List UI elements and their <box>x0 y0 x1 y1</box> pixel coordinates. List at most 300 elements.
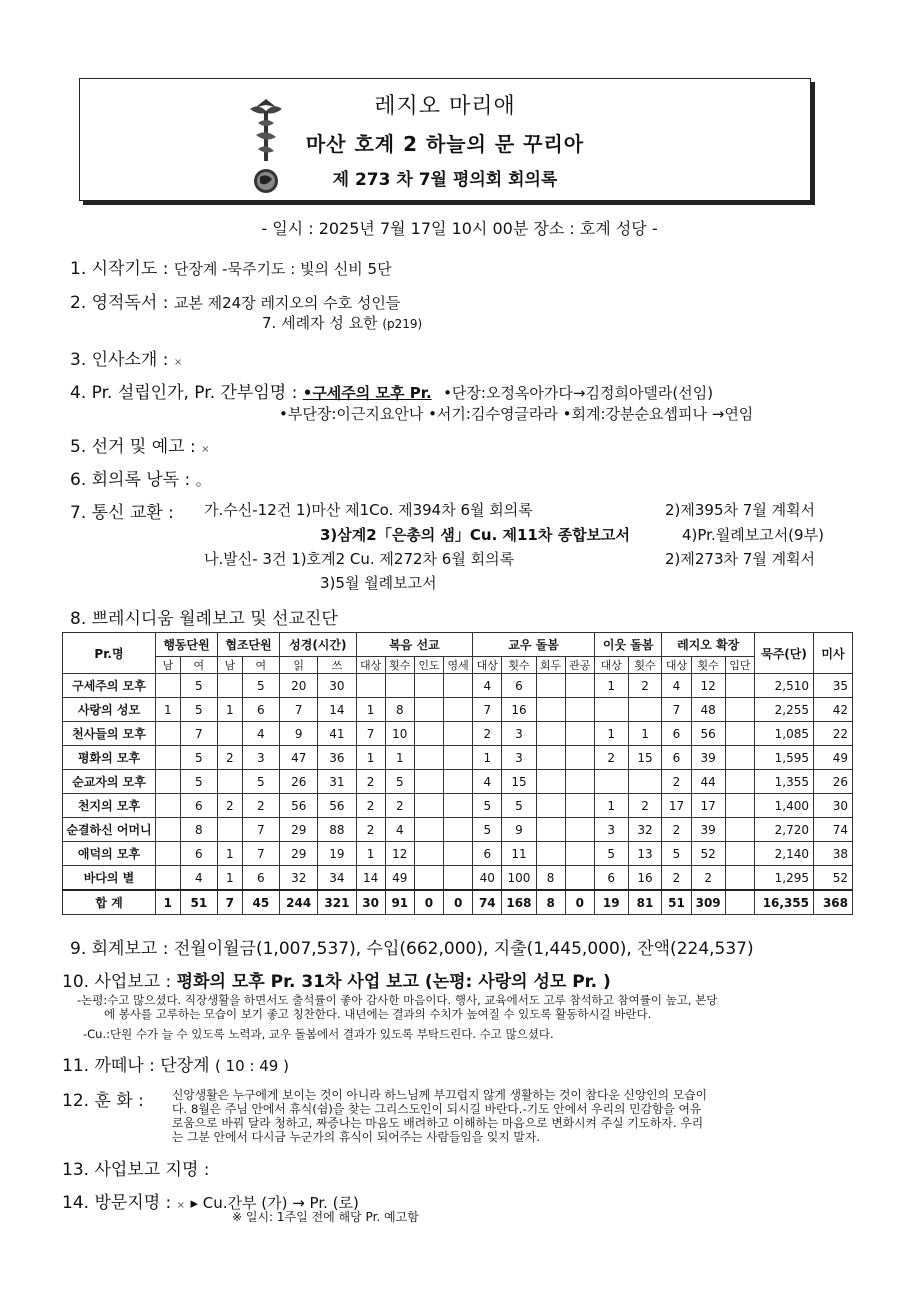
item-14-label: 14. 방문지명 : <box>62 1193 172 1213</box>
item-7 <box>70 498 174 523</box>
item-5-label: 5. 선거 및 예고 : <box>70 437 196 457</box>
item-3 <box>70 345 182 370</box>
cell <box>156 842 181 866</box>
cell: 49 <box>814 746 853 770</box>
table-row <box>63 818 853 842</box>
cell: 74 <box>473 890 502 915</box>
item-11-label: 11. 까떼나 : <box>62 1056 155 1076</box>
cell: 7 <box>662 698 691 722</box>
cell <box>444 818 473 842</box>
item-10-note2: 에 봉사를 고루하는 모습이 보기 좋고 칭찬한다. 내년에는 결과의 수치가 높여질 수 있도록 활동하시길 바란다. <box>104 1007 652 1021</box>
cell: 5 <box>180 674 217 698</box>
item-2-sub <box>262 312 422 333</box>
item-2-text2: 7. 세례자 성 요한 <box>262 314 378 332</box>
cell: 14 <box>356 866 385 891</box>
cell <box>414 722 443 746</box>
cell: 41 <box>318 722 356 746</box>
cell <box>725 818 754 842</box>
cell: 1 <box>356 842 385 866</box>
cell <box>218 770 243 794</box>
cell: 4 <box>385 818 414 842</box>
cell <box>444 770 473 794</box>
cell <box>218 722 243 746</box>
item-10-label: 10. 사업보고 : <box>62 972 172 992</box>
item-9 <box>70 934 754 959</box>
cell: 7 <box>218 890 243 915</box>
cell: 6 <box>180 794 217 818</box>
item-11-text: 단장계 <box>160 1056 210 1076</box>
cell: 15 <box>502 770 536 794</box>
cell: 3 <box>594 818 628 842</box>
cell: 51 <box>662 890 691 915</box>
th-bible: 성경(시간) <box>280 633 356 657</box>
item-6-label: 6. 회의록 낭독 : <box>70 470 191 490</box>
cell <box>444 674 473 698</box>
cell-pr-name: 합 계 <box>63 890 156 915</box>
item-12-note3: 로움으로 바꿔 달라 청하고, 짜증나는 마음도 배려하고 이해하는 마음으로 변화시켜 주실 기도하자. 우리 <box>172 1116 704 1130</box>
cell <box>628 770 662 794</box>
cell: 3 <box>242 746 279 770</box>
cell: 6 <box>594 866 628 891</box>
cell: 56 <box>691 722 725 746</box>
cell: 40 <box>473 866 502 891</box>
th-sub-1: 여 <box>180 657 217 674</box>
cell-pr-name: 사랑의 성모 <box>63 698 156 722</box>
cell <box>536 842 565 866</box>
cell: 6 <box>180 842 217 866</box>
table-row <box>63 698 853 722</box>
th-sub-7: 횟수 <box>385 657 414 674</box>
th-evangelization: 복음 선교 <box>356 633 473 657</box>
cell: 16 <box>502 698 536 722</box>
cell: 0 <box>444 890 473 915</box>
cell: 6 <box>242 866 279 891</box>
cell <box>218 674 243 698</box>
item-7-a1: 가.수신-12건 1)마산 제1Co. 제394차 6월 회의록 <box>204 501 533 519</box>
item-3-mark: × <box>173 357 183 368</box>
cell-pr-name: 평화의 모후 <box>63 746 156 770</box>
cell: 74 <box>814 818 853 842</box>
th-sub-0: 남 <box>156 657 181 674</box>
cell: 1,085 <box>755 722 814 746</box>
cell <box>725 866 754 891</box>
item-14-text: ▸ Cu.간부 (가) → Pr. (로) <box>190 1194 359 1212</box>
cell-pr-name: 바다의 별 <box>63 866 156 891</box>
cell: 2 <box>628 674 662 698</box>
cell <box>565 674 594 698</box>
cell: 1 <box>218 842 243 866</box>
cell-pr-name: 순교자의 모후 <box>63 770 156 794</box>
cell: 2 <box>356 818 385 842</box>
cell: 1 <box>356 698 385 722</box>
th-sub-4: 읽 <box>280 657 318 674</box>
item-12-note2: 다. 8월은 주님 안에서 휴식(쉼)을 찾는 그리스도인이 되시길 바란다.-기도 안에서 우리의 민감함을 여유 <box>172 1102 702 1116</box>
table-row <box>63 794 853 818</box>
item-12-label: 12. 훈 화 : <box>62 1091 144 1111</box>
cell-pr-name: 순결하신 어머니 <box>63 818 156 842</box>
th-pr-name: Pr.명 <box>63 633 156 674</box>
cell: 2,720 <box>755 818 814 842</box>
cell: 1,595 <box>755 746 814 770</box>
cell: 26 <box>814 770 853 794</box>
cell <box>536 674 565 698</box>
th-active: 행동단원 <box>156 633 218 657</box>
cell: 1 <box>218 698 243 722</box>
cell <box>725 842 754 866</box>
item-2-label: 2. 영적독서 : <box>70 293 169 313</box>
cell: 30 <box>814 794 853 818</box>
cell: 2 <box>662 770 691 794</box>
th-sub-15: 횟수 <box>628 657 662 674</box>
item-12-note1: 신앙생활은 누구에게 보이는 것이 아니라 하느님께 부끄럽지 않게 생활하는 것이 참다운 신앙인의 모습이 <box>172 1088 708 1102</box>
cell: 88 <box>318 818 356 842</box>
cell: 3 <box>502 722 536 746</box>
cell: 10 <box>385 722 414 746</box>
cell: 14 <box>318 698 356 722</box>
th-rosary: 묵주(단) <box>755 633 814 674</box>
cell <box>594 698 628 722</box>
cell: 2 <box>662 866 691 891</box>
item-7-b1: 나.발신- 3건 1)호계2 Cu. 제272차 6월 회의록 <box>204 550 515 568</box>
cell: 47 <box>280 746 318 770</box>
item-10 <box>62 967 611 992</box>
cell: 2,510 <box>755 674 814 698</box>
cell: 368 <box>814 890 853 915</box>
cell-pr-name: 천지의 모후 <box>63 794 156 818</box>
cell: 1 <box>156 698 181 722</box>
th-sub-5: 쓰 <box>318 657 356 674</box>
cell: 16,355 <box>755 890 814 915</box>
cell: 8 <box>536 866 565 891</box>
cell: 26 <box>280 770 318 794</box>
cell: 100 <box>502 866 536 891</box>
cell <box>156 722 181 746</box>
cell: 2 <box>218 746 243 770</box>
cell-pr-name: 애덕의 모후 <box>63 842 156 866</box>
cell: 29 <box>280 818 318 842</box>
item-1 <box>70 254 392 279</box>
item-6 <box>70 465 211 490</box>
cell <box>414 842 443 866</box>
cell: 39 <box>691 818 725 842</box>
cell <box>725 698 754 722</box>
cell: 29 <box>280 842 318 866</box>
cell: 8 <box>385 698 414 722</box>
cell <box>444 722 473 746</box>
th-sub-11: 횟수 <box>502 657 536 674</box>
th-sub-12: 회두 <box>536 657 565 674</box>
cell: 0 <box>414 890 443 915</box>
cell: 13 <box>628 842 662 866</box>
cell: 2 <box>662 818 691 842</box>
item-2 <box>70 288 400 313</box>
cell: 42 <box>814 698 853 722</box>
cell: 9 <box>280 722 318 746</box>
th-sub-2: 남 <box>218 657 243 674</box>
cell: 51 <box>180 890 217 915</box>
cell: 16 <box>628 866 662 891</box>
cell: 5 <box>502 794 536 818</box>
cell: 3 <box>502 746 536 770</box>
cell <box>156 818 181 842</box>
cell <box>414 866 443 891</box>
cell-pr-name: 구세주의 모후 <box>63 674 156 698</box>
cell: 0 <box>565 890 594 915</box>
cell: 17 <box>691 794 725 818</box>
cell: 6 <box>242 698 279 722</box>
cell: 6 <box>473 842 502 866</box>
cell <box>565 866 594 891</box>
item-8-label: 8. 쁘레시디움 월례보고 및 선교진단 <box>70 609 338 629</box>
cell: 52 <box>814 866 853 891</box>
cell: 49 <box>385 866 414 891</box>
cell: 7 <box>356 722 385 746</box>
cell <box>536 746 565 770</box>
cell: 19 <box>594 890 628 915</box>
item-13-label: 13. 사업보고 지명 : <box>62 1160 210 1180</box>
item-6-text: 。 <box>195 471 211 489</box>
item-7-a3: 3)삼계2「은총의 샘」Cu. 제11차 종합보고서 <box>320 526 631 544</box>
cell: 5 <box>242 770 279 794</box>
th-sub-18: 입단 <box>725 657 754 674</box>
item-3-label: 3. 인사소개 : <box>70 350 169 370</box>
cell <box>444 746 473 770</box>
cell <box>725 890 754 915</box>
item-11-time: ( 10 : 49 ) <box>214 1057 289 1075</box>
cell <box>414 674 443 698</box>
cell: 7 <box>280 698 318 722</box>
cell: 5 <box>594 842 628 866</box>
cell: 6 <box>662 722 691 746</box>
table-row <box>63 842 853 866</box>
cell <box>385 674 414 698</box>
cell: 1,295 <box>755 866 814 891</box>
cell: 6 <box>502 674 536 698</box>
item-10-note3: -Cu.:단원 수가 늘 수 있도록 노력과, 교우 돌봄에서 결과가 있도록 부탁드린다. 수고 많으셨다. <box>83 1027 554 1041</box>
cell: 12 <box>691 674 725 698</box>
item-4-highlight: •구세주의 모후 Pr. <box>302 384 432 402</box>
cell: 6 <box>662 746 691 770</box>
cell <box>565 818 594 842</box>
cell <box>414 698 443 722</box>
cell <box>536 770 565 794</box>
item-7-b3: 3)5월 월례보고서 <box>320 574 437 592</box>
item-10-text: 평화의 모후 Pr. 31차 사업 보고 (논평: 사랑의 성모 Pr. ) <box>176 972 611 992</box>
cell <box>725 770 754 794</box>
cell <box>628 698 662 722</box>
cell: 20 <box>280 674 318 698</box>
cell: 45 <box>242 890 279 915</box>
cell: 7 <box>473 698 502 722</box>
cell <box>725 746 754 770</box>
cell: 44 <box>691 770 725 794</box>
cell: 2 <box>594 746 628 770</box>
cell: 2,255 <box>755 698 814 722</box>
item-2-page: (p219) <box>382 317 423 331</box>
cell <box>414 746 443 770</box>
table-total-row <box>63 890 853 915</box>
cell <box>444 698 473 722</box>
cell <box>156 674 181 698</box>
cell: 4 <box>180 866 217 891</box>
item-7-a2: 2)제395차 7월 계획서 <box>665 501 816 519</box>
item-12-note4: 는 그분 안에서 다시금 누군가의 휴식이 되어주는 사람들임을 잊지 말자. <box>172 1130 540 1144</box>
cell: 5 <box>385 770 414 794</box>
th-sub-6: 대상 <box>356 657 385 674</box>
th-sub-8: 인도 <box>414 657 443 674</box>
cell <box>565 842 594 866</box>
cell: 56 <box>318 794 356 818</box>
cell <box>565 722 594 746</box>
cell: 2 <box>628 794 662 818</box>
item-14-note: ※ 일시: 1주일 전에 해당 Pr. 예고함 <box>232 1210 419 1224</box>
th-sub-13: 관공 <box>565 657 594 674</box>
cell: 36 <box>318 746 356 770</box>
item-7-b2: 2)제273차 7월 계획서 <box>665 550 816 568</box>
cell: 5 <box>473 818 502 842</box>
th-parish-care: 교우 돌봄 <box>473 633 595 657</box>
header-curia: 마산 호계 2 하늘의 문 꾸리아 <box>305 132 585 156</box>
item-4-text: •단장:오정옥아가다→김정희아델라(선임) <box>443 384 714 402</box>
cell <box>725 794 754 818</box>
cell <box>414 770 443 794</box>
cell <box>536 698 565 722</box>
cell <box>356 674 385 698</box>
cell: 168 <box>502 890 536 915</box>
cell: 2 <box>218 794 243 818</box>
header-meeting-number: 제 273 차 7월 평의회 회의록 <box>332 170 558 190</box>
header-box <box>79 78 811 201</box>
item-11 <box>62 1051 289 1076</box>
cell: 4 <box>473 674 502 698</box>
cell <box>594 770 628 794</box>
cell: 7 <box>242 818 279 842</box>
cell: 1 <box>594 722 628 746</box>
cell: 5 <box>242 674 279 698</box>
cell: 4 <box>473 770 502 794</box>
item-4-text2: •부단장:이근지요안나 •서기:김수영글라라 •회계:강분순요셉피나 →연임 <box>279 405 754 423</box>
cell: 5 <box>180 746 217 770</box>
item-10-note1: -논평:수고 많으셨다. 직장생활을 하면서도 출석률이 좋아 감사한 마음이다. 행사, 교육에서도 고루 참석하고 참여률이 높고, 본당 <box>77 993 718 1007</box>
cell: 22 <box>814 722 853 746</box>
meeting-info: - 일시 : 2025년 7월 17일 10시 00분 장소 : 호계 성당 - <box>261 219 658 238</box>
table-row <box>63 722 853 746</box>
cell <box>536 794 565 818</box>
cell: 15 <box>628 746 662 770</box>
th-sub-17: 횟수 <box>691 657 725 674</box>
th-sub-16: 대상 <box>662 657 691 674</box>
cell <box>565 770 594 794</box>
item-1-label: 1. 시작기도 : <box>70 259 169 279</box>
cell: 1 <box>628 722 662 746</box>
table-row <box>63 746 853 770</box>
cell: 7 <box>242 842 279 866</box>
cell <box>444 866 473 891</box>
table-row <box>63 866 853 891</box>
cell: 2,140 <box>755 842 814 866</box>
cell: 32 <box>628 818 662 842</box>
item-9-label: 9. 회계보고 : <box>70 939 169 959</box>
cell: 48 <box>691 698 725 722</box>
item-5 <box>70 432 209 457</box>
th-sub-14: 대상 <box>594 657 628 674</box>
item-2-text: 교본 제24장 레지오의 수호 성인들 <box>173 294 401 312</box>
cell <box>725 674 754 698</box>
th-mass: 미사 <box>814 633 853 674</box>
cell <box>536 722 565 746</box>
cell: 2 <box>242 794 279 818</box>
th-legion-extension: 레지오 확장 <box>662 633 755 657</box>
cell: 12 <box>385 842 414 866</box>
monthly-report-table <box>62 632 853 915</box>
cell <box>725 722 754 746</box>
cell: 1 <box>385 746 414 770</box>
cell: 1 <box>156 890 181 915</box>
cell <box>565 746 594 770</box>
cell: 1 <box>218 866 243 891</box>
cell: 2 <box>691 866 725 891</box>
cell: 1 <box>594 794 628 818</box>
cell <box>156 770 181 794</box>
item-5-mark: × <box>201 444 210 455</box>
cell <box>444 842 473 866</box>
cell <box>156 866 181 891</box>
cell-pr-name: 천사들의 모후 <box>63 722 156 746</box>
cell: 4 <box>662 674 691 698</box>
cell: 4 <box>242 722 279 746</box>
cell: 52 <box>691 842 725 866</box>
cell: 2 <box>385 794 414 818</box>
item-4-label: 4. Pr. 설립인가, Pr. 간부임명 : <box>70 383 298 403</box>
th-sub-9: 영세 <box>444 657 473 674</box>
cell: 1 <box>356 746 385 770</box>
cell <box>414 794 443 818</box>
cell: 8 <box>536 890 565 915</box>
cell: 1,400 <box>755 794 814 818</box>
cell: 91 <box>385 890 414 915</box>
cell: 5 <box>473 794 502 818</box>
cell <box>156 794 181 818</box>
th-auxiliary: 협조단원 <box>218 633 280 657</box>
cell: 32 <box>280 866 318 891</box>
cell: 244 <box>280 890 318 915</box>
header-title: 레지오 마리애 <box>374 94 516 119</box>
cell: 17 <box>662 794 691 818</box>
item-7-a4: 4)Pr.월례보고서(9부) <box>682 526 824 544</box>
cell: 38 <box>814 842 853 866</box>
cell: 11 <box>502 842 536 866</box>
cell: 7 <box>180 722 217 746</box>
item-1-text: 단장계 -묵주기도 : 빛의 신비 5단 <box>173 260 392 278</box>
table-row <box>63 674 853 698</box>
th-sub-10: 대상 <box>473 657 502 674</box>
cell: 1,355 <box>755 770 814 794</box>
cell <box>444 794 473 818</box>
item-9-text: 전월이월금(1,007,537), 수입(662,000), 지출(1,445,000), 잔액(224,537) <box>173 939 754 959</box>
cell <box>156 746 181 770</box>
cell: 30 <box>318 674 356 698</box>
cell: 5 <box>180 698 217 722</box>
cell: 1 <box>594 674 628 698</box>
cell <box>565 698 594 722</box>
cell: 39 <box>691 746 725 770</box>
cell: 19 <box>318 842 356 866</box>
cell: 2 <box>356 770 385 794</box>
cell <box>536 818 565 842</box>
cell: 5 <box>180 770 217 794</box>
cell: 2 <box>356 794 385 818</box>
cell: 34 <box>318 866 356 891</box>
